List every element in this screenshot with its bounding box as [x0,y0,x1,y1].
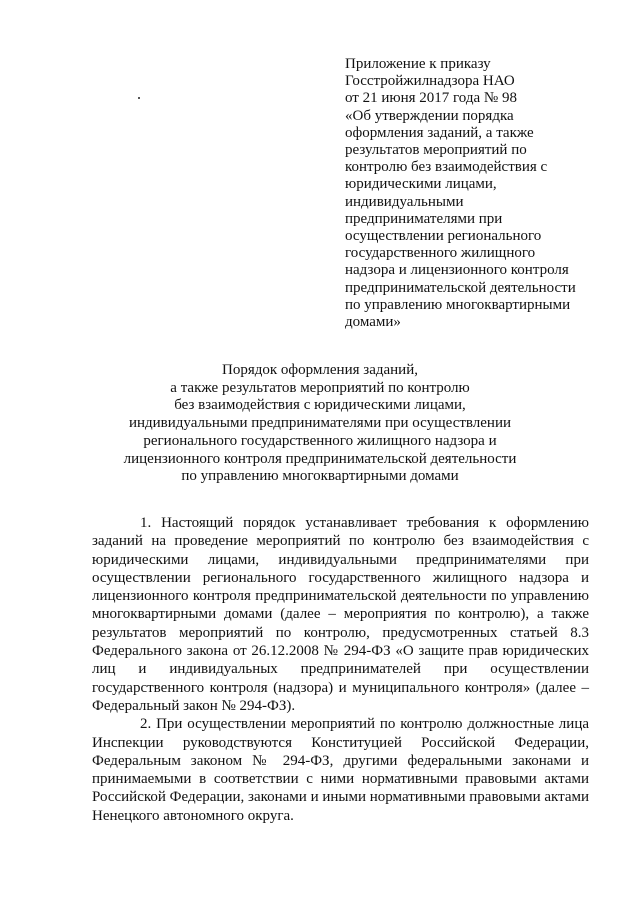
body-line: лиц и индивидуальных предпринимателей при осуществлении [92,661,589,678]
body-line: Ненецкого автономного округа. [92,807,294,824]
appendix-line: Приложение к приказу [345,56,491,72]
title-line: по управлению многоквартирными домами [181,468,459,485]
body-line: 1. Настоящий порядок устанавливает требования к оформлению [140,515,589,531]
appendix-line: контролю без взаимодействия с [345,159,548,176]
body-line: Федеральным законом № 294-ФЗ, другими федеральными законами и [92,752,589,769]
body-line: осуществлении регионального государственного жилищного надзора и [92,569,589,586]
body-line: Российской Федерации, законами и иными нормативными правовыми актами [92,789,590,806]
appendix-line: предпринимательской деятельности [345,279,576,296]
title-line: Порядок оформления заданий, [222,362,418,378]
body-line: принимаемыми в соответствии с ними нормативными правовыми актами [92,771,589,788]
appendix-line: юридическими лицами, [345,176,497,193]
body-line: государственного контроля (надзора) и муниципального контроля» (далее – [92,679,589,696]
body-line: Федерального закона от 26.12.2008 № 294-ФЗ «О защите прав юридических [92,643,589,660]
appendix-line: домами» [345,314,401,331]
appendix-line: Госстройжилнадзора НАО [345,73,515,90]
appendix-line: государственного жилищного [345,245,536,262]
body-line: 2. При осуществлении мероприятий по контролю должностные лица [140,716,589,733]
appendix-header [345,56,607,331]
title-line: а также результатов мероприятий по контролю [170,379,470,396]
appendix-line: оформления заданий, а также [345,124,534,141]
body-line: лицензионного контроля предпринимательской деятельности по управлению [92,588,589,605]
title-line: без взаимодействия с юридическими лицами, [174,397,466,414]
document-body [92,514,589,825]
body-line: результатов мероприятий по контролю, предусмотренных статьей 8.3 [92,624,589,641]
body-line: заданий на проведение мероприятий по контролю без взаимодействия с [92,533,589,550]
appendix-line: по управлению многоквартирными [345,296,571,313]
title-line: лицензионного контроля предпринимательской деятельности [123,450,517,467]
document-title [60,362,580,486]
appendix-line: индивидуальными [345,193,464,210]
appendix-line: осуществлении регионального [345,228,542,245]
paragraph-2 [92,715,589,825]
appendix-line: предпринимателями при [345,210,503,227]
body-line: Федеральный закон № 294-ФЗ). [92,697,296,714]
paragraph-1 [92,514,589,715]
scan-speck [138,97,140,99]
appendix-line: «Об утверждении порядка [345,107,514,124]
body-line: Инспекции руководствуются Конституцией Российской Федерации, [92,734,589,751]
appendix-line: надзора и лицензионного контроля [345,262,569,279]
body-line: многоквартирными домами (далее – мероприятия по контролю), а также [92,606,589,623]
title-line: регионального государственного жилищного надзора и [143,432,497,449]
appendix-line: от 21 июня 2017 года № 98 [345,90,517,107]
appendix-line: результатов мероприятий по [345,142,527,159]
body-line: юридическими лицами, индивидуальными предпринимателями при [92,551,589,568]
title-line: индивидуальными предпринимателями при осуществлении [128,415,512,432]
